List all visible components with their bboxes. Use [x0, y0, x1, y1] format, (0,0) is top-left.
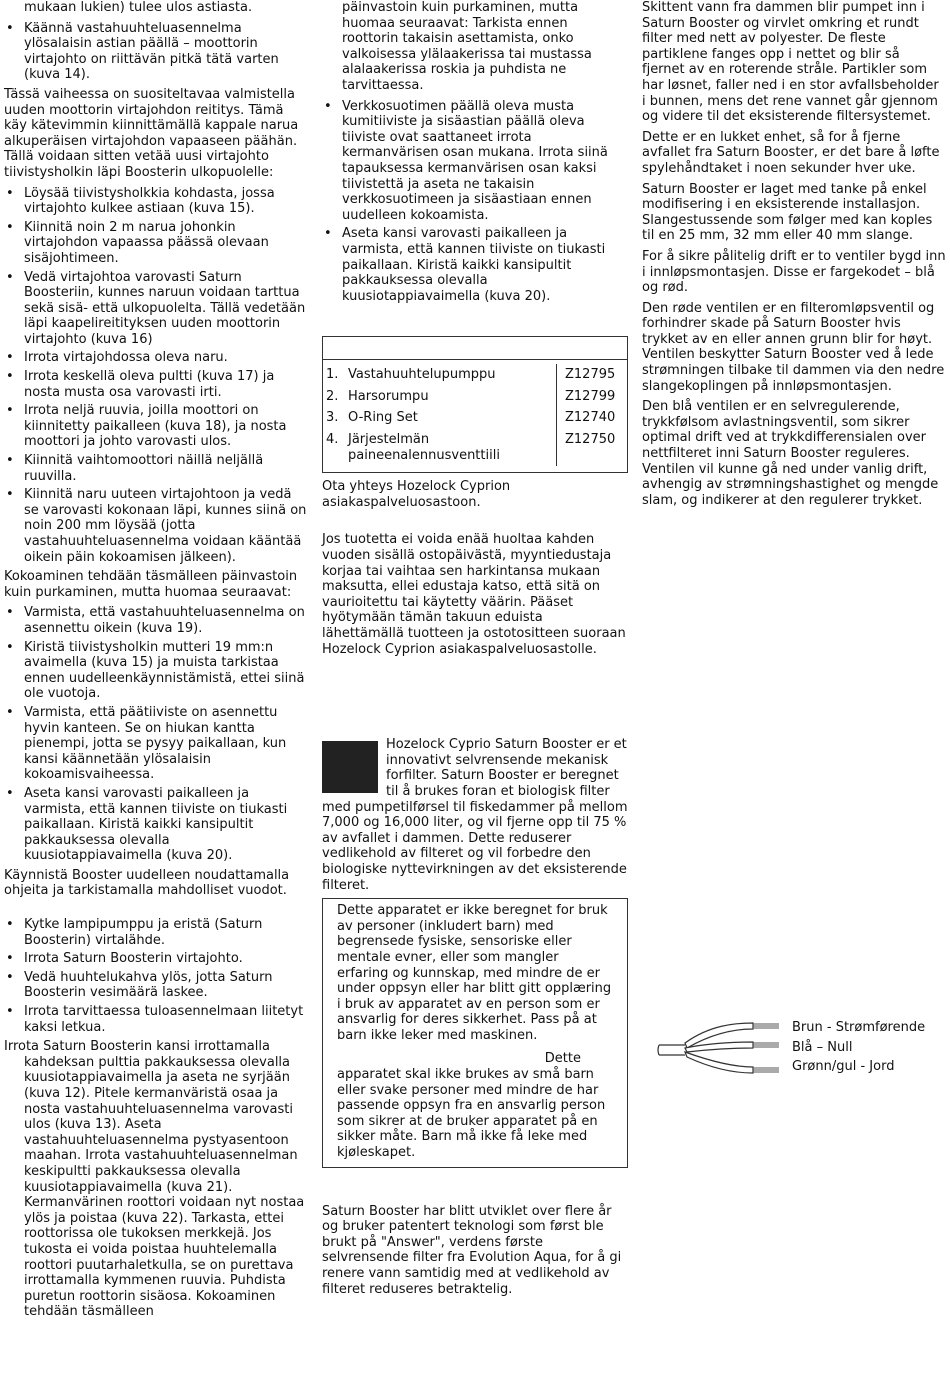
list-item: • Aseta kansi varovasti paikalleen ja varmista, että kannen tiiviste on tiukasti paikallaan. Kiristä kaikki kansipultit pakkauksessa olevalla kuusiotappiavaimella (kuva 20). — [4, 786, 310, 864]
paragraph: Den røde ventilen er en filteromløpsventil og forhindrer skade på Saturn Booster hvis trykket av en eller annen grunn blir for høyt. Ventilen beskytter Saturn Booster ved å lede strømningen tilbake til dammen via den nedre slangekoplingen på innløpsmontasjen. — [642, 300, 945, 394]
table-row — [323, 407, 627, 429]
bullet-list — [322, 99, 628, 305]
paragraph: Tässä vaiheessa on suositeltavaa valmistella uuden moottorin virtajohdon reititys. Tämä käy kätevimmin kiinnittämällä kappale narua alkuperäisen virtajohdon vapaaseen päähän. Tällä voidaan sitten vetää uusi virtajohto tiivistysholkin läpi Boosterin ulkopuolelle: — [4, 86, 299, 180]
bullet-list — [4, 21, 310, 83]
table-header — [323, 337, 627, 360]
column-3 — [642, 0, 946, 513]
list-item: • Varmista, että vastahuuhteluasennelma on asennettu oikein (kuva 19). — [4, 605, 310, 636]
paragraph: mukaan lukien) tulee ulos astiasta. — [24, 0, 253, 15]
column-1 — [4, 0, 310, 1325]
paragraph: For å sikre pålitelig drift er to ventiler bygd inn i innløpsmontasjen. Disse er fargekodet – blå og rød. — [642, 248, 946, 296]
list-item: • Irrota neljä ruuvia, joilla moottori on kiinnitetty paikalleen (kuva 18), ja nosta moottori ja johto varovasti ulos. — [4, 403, 310, 450]
part-name: Järjestelmän paineenalennusventtiili — [348, 432, 500, 463]
list-item: • Irrota keskellä oleva pultti (kuva 17) ja nosta musta osa varovasti irti. — [4, 369, 310, 400]
paragraph: Saturn Booster har blitt utviklet over flere år og bruker patentert teknologi som først ble brukt på "Answer", verdens første selvrensende filter fra Evolution Aqua, for å gi renere vann samtidig med at vedlikehold av filteret reduseres betraktelig. — [322, 1203, 622, 1297]
part-number: 4. — [326, 432, 339, 448]
paragraph: Dette — [544, 1051, 581, 1067]
paragraph: Saturn Booster er laget med tanke på enkel modifisering i en eksisterende installasjon. Slangestussende som følger med kan koples til en 25 mm, 32 mm eller 40 mm slange. — [642, 181, 933, 244]
wire-label-green: Grønn/gul - Jord — [792, 1059, 895, 1074]
wire-diagram-icon — [655, 1015, 785, 1087]
black-square — [322, 741, 378, 793]
wire-label-blue: Blå – Null — [792, 1039, 853, 1055]
part-number: 2. — [326, 388, 339, 404]
wire-label-brown: Brun - Strømførende — [792, 1020, 926, 1035]
table-row — [323, 364, 627, 386]
list-item: • Kiinnitä noin 2 m narua johonkin virtajohdon vapaassa päässä olevaan sisäjohtimeen. — [4, 220, 310, 267]
part-code: Z12799 — [557, 386, 628, 408]
part-name: O-Ring Set — [348, 410, 418, 426]
list-item: • Vedä huuhtelukahva ylös, jotta Saturn Boosterin vesimäärä laskee. — [4, 970, 310, 1001]
paragraph: Dette apparatet er ikke beregnet for bruk av personer (inkludert barn) med begrensede fysiske, sensoriske eller mentale evner, eller som mangler erfaring og kunnskap, med mindre de er under oppsyn eller har blitt gitt opplæring i bruk av apparatet av en person som er ansvarlig for deres sikkerhet. Pass på at barn ikke leker med maskinen. — [337, 903, 612, 1043]
list-item: • Verkkosuotimen päällä oleva musta kumitiiviste ja sisäastian päällä oleva tiiviste ovat saattaneet irrota kermanvärisen osan mukana. Irrota siinä tapauksessa kermanvärisen osan kaksi tiivistettä ja aseta ne takaisin verkkosuotimeen ja sisäastiaan ennen uudelleen kokoamista. — [322, 99, 628, 224]
paragraph: Den blå ventilen er en selvregulerende, trykkfølsom avlastningsventil, som sikrer optimal drift ved at trykkdifferensialen over nettfilteret inni Saturn Booster reguleres. Ventilen vil kunne gå ned under vanlig drift, avhengig av strømningshastighet og mengde slam, og indikerer at den regulerer trykket. — [642, 399, 939, 508]
list-item: • Löysää tiivistysholkkia kohdasta, jossa virtajohto kulkee astiaan (kuva 15). — [4, 186, 310, 217]
list-item: • Kiinnitä vaihtomoottori näillä neljällä ruuvilla. — [4, 453, 310, 484]
list-item: • Kiinnitä naru uuteen virtajohtoon ja vedä se varovasti kokonaan läpi, kunnes siinä on noin 200 mm löysää (jotta vastahuuhteluasennelma voidaan kääntää oikein päin kokoamisen jälkeen). — [4, 487, 310, 565]
table-row — [323, 429, 627, 466]
bullet-list — [4, 186, 310, 566]
paragraph: Skittent vann fra dammen blir pumpet inn i Saturn Booster og virvlet omkring et rundt filter med nett av polyester. De fleste partiklene fanges opp i nettet og blir så fjernet av en roterende stråle. Partikler som har løsnet, faller ned i en stor avfallsbeholder i bunnen, mens det rene vannet går gjennom og videre til det eksisterende filtersystemet. — [642, 0, 939, 125]
part-number: 3. — [326, 410, 339, 426]
spare-parts-table — [322, 336, 628, 473]
paragraph: Dette er en lukket enhet, så for å fjerne avfallet fra Saturn Booster, er det bare å løfte spylehåndtaket i noen sekunder hver uke. — [642, 129, 940, 176]
bullet-list — [4, 605, 310, 864]
list-item: • Irrota virtajohdossa oleva naru. — [4, 350, 310, 366]
list-item: • Käännä vastahuuhteluasennelma ylösalaisin astian päällä – moottorin virtajohto on riittävän pitkä tätä varten (kuva 14). — [4, 21, 310, 83]
part-code: Z12795 — [557, 364, 628, 386]
column-2 — [322, 0, 628, 1302]
list-item: • Kytke lampipumppu ja eristä (Saturn Boosterin) virtalähde. — [4, 917, 310, 948]
table-row — [323, 386, 627, 408]
part-number: 1. — [326, 367, 339, 383]
wire-legend — [792, 1018, 925, 1077]
paragraph: päinvastoin kuin purkaminen, mutta huomaa seuraavat: Tarkista ennen roottorin takaisin asettamista, onko valkoisessa ylälaakerissa tai mustassa alalaakerissa roskia ja puhdista ne tarvittaessa. — [342, 0, 592, 93]
safety-warning-box — [322, 898, 628, 1168]
paragraph: apparatet skal ikke brukes av små barn eller svake personer med mindre de har passende oppsyn fra en ansvarlig person som sikrer at de bruker apparatet på en sikker måte. Barn må ikke få leke med kjøleskapet. — [337, 1067, 606, 1161]
list-item: • Varmista, että päätiiviste on asennettu hyvin kanteen. Se on hiukan kantta pienempi, jotta se pysyy paikallaan, kun kansi käännetään ylösalaisin kokoamisvaiheessa. — [4, 705, 310, 783]
list-item: • Irrota Saturn Boosterin virtajohto. — [4, 951, 310, 967]
paragraph: Hozelock Cyprio Saturn Booster er et innovativt selvrensende mekanisk forfilter. Saturn Booster er beregnet til å brukes foran et biologisk filter med pumpetilførsel til fiskedammer på mellom 7,000 og 16,000 liter, og vil fjerne opp til 75 % av avfallet i dammen. Dette reduserer vedlikehold av filteret og vil forbedre den biologiske nyttevirkningen av det eksisterende filteret. — [322, 737, 628, 893]
part-name: Harsorumpu — [348, 388, 429, 404]
paragraph: Irrota Saturn Boosterin kansi irrottamalla kahdeksan pulttia pakkauksessa olevalla kuusiotappiavaimella ja aseta ne syrjään (kuva 12). Pitele kermanväristä osaa ja nosta vastahuuhteluasennelma varovasti ulos (kuva 13). Aseta vastahuuhteluasennelma pystyasentoon maahan. Irrota vastahuuhteluasennelman keskipultti pakkauksessa olevalla kuusiotappiavaimella (kuva 21). Kermanvärinen roottori voidaan nyt nostaa ylös ja poistaa (kuva 22). Tarkasta, ettei roottorissa ole tukoksen merkkejä. Jos tukosta ei voida poistaa huuhtelemalla roottori puutarhaletkulla, se on purettava irrottamalla kymmenen ruuvia. Puhdista puretun roottorin sisäosa. Kokoaminen tehdään täsmälleen — [4, 1039, 305, 1320]
paragraph: Käynnistä Booster uudelleen noudattamalla ohjeita ja tarkistamalla mahdolliset vuodot. — [4, 867, 290, 899]
list-item: • Kiristä tiivistysholkin mutteri 19 mm:n avaimella (kuva 15) ja muista tarkistaa ennen uudelleenkäynnistämistä, ettei siinä ole vuotoja. — [4, 640, 310, 702]
paragraph: Jos tuotetta ei voida enää huoltaa kahden vuoden sisällä ostopäivästä, myyntiedustaja korjaa tai vaihtaa sen harkintansa mukaan maksutta, ellei edustaja katso, että sitä on vaurioitettu tai käytetty väärin. Pääset hyötymään tämän takuun eduista lähettämällä tuotteen ja ostotositteen suoraan Hozelock Cyprion asiakaspalveluosastolle. — [322, 532, 626, 657]
list-item: • Aseta kansi varovasti paikalleen ja varmista, että kannen tiiviste on tiukasti paikallaan. Kiristä kaikki kansipultit pakkauksessa olevalla kuusiotappiavaimella (kuva 20). — [322, 226, 628, 304]
list-item: • Irrota tarvittaessa tuloasennelmaan liitetyt kaksi letkua. — [4, 1004, 310, 1035]
part-name: Vastahuuhtelupumppu — [348, 367, 496, 383]
paragraph: Ota yhteys Hozelock Cyprion asiakaspalveluosastoon. — [322, 479, 511, 510]
paragraph: Kokoaminen tehdään täsmälleen päinvastoin kuin purkaminen, mutta huomaa seuraavat: — [4, 569, 298, 600]
part-code: Z12740 — [557, 407, 628, 429]
part-code: Z12750 — [557, 429, 628, 466]
list-item: • Vedä virtajohtoa varovasti Saturn Boosteriin, kunnes naruun voidaan tarttua sekä sisä- että ulkopuolelta. Tällä vedetään läpi kaapelireitityksen uuden moottorin virtajohto (kuva 16) — [4, 270, 310, 348]
intro-block — [322, 737, 628, 893]
bullet-list — [4, 917, 310, 1035]
